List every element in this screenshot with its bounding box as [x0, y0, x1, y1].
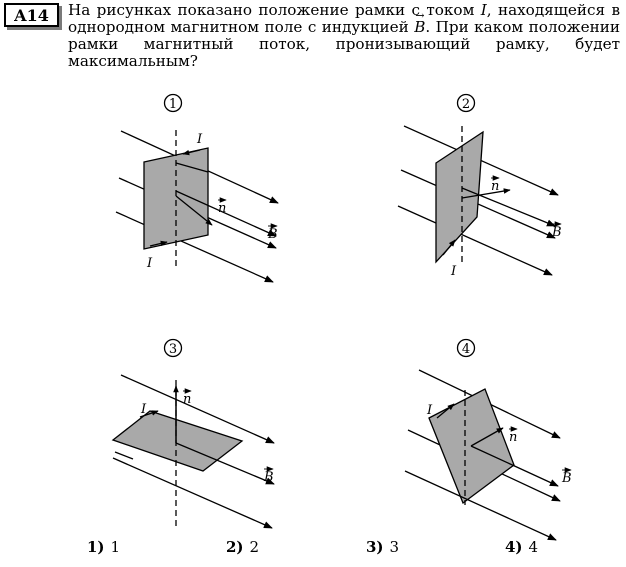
- answer-option-4-label: 4): [505, 538, 523, 556]
- current-label: I: [451, 264, 457, 279]
- field-label: B: [268, 227, 278, 242]
- figure-3: [113, 340, 274, 531]
- normal-label: n: [218, 201, 227, 216]
- answer-option-2[interactable]: [226, 538, 259, 556]
- current-frame: [436, 132, 483, 262]
- answer-option-1[interactable]: [87, 538, 120, 556]
- current-label: I: [147, 256, 153, 271]
- answer-option-1-label: 1): [87, 538, 105, 556]
- field-label: B: [562, 471, 572, 486]
- question-part-3: . При каком положении рамки магнитный поток, пронизывающий рамку, будет максимальным?: [68, 18, 620, 70]
- field-label: B: [264, 470, 274, 485]
- answer-option-1-value: 1: [110, 538, 121, 556]
- question-part-2: , находящейся в однородном магнитном поле с индукцией: [68, 1, 620, 36]
- figure-2: [398, 95, 562, 280]
- answer-option-4-value: 4: [528, 538, 539, 556]
- answer-option-3[interactable]: [366, 538, 399, 556]
- figure-1: [116, 95, 278, 283]
- current-label: I: [197, 132, 203, 147]
- field-label: B: [552, 225, 562, 240]
- current-label: I: [141, 402, 147, 417]
- figure-1-number: 1: [168, 97, 178, 112]
- field-line: [115, 452, 133, 459]
- normal-label: n: [491, 179, 500, 194]
- answer-option-3-label: 3): [366, 538, 384, 556]
- figure-3-number: 3: [168, 342, 178, 357]
- figure-2-number: 2: [461, 97, 471, 112]
- normal-label: n: [183, 392, 192, 407]
- answer-option-4[interactable]: [505, 538, 538, 556]
- field-line: [113, 458, 272, 528]
- figure-4-number: 4: [461, 342, 471, 357]
- question-part-1: На рисунках показано положение рамки с током: [68, 1, 481, 19]
- current-label: I: [427, 403, 433, 418]
- field-symbol: → B: [414, 18, 425, 36]
- figure-4: [405, 340, 572, 541]
- answer-option-3-value: 3: [389, 538, 400, 556]
- task-number: A14: [14, 5, 49, 25]
- answer-option-2-value: 2: [249, 538, 260, 556]
- answer-option-2-label: 2): [226, 538, 244, 556]
- current-symbol: I: [480, 1, 487, 19]
- normal-label: n: [509, 430, 518, 445]
